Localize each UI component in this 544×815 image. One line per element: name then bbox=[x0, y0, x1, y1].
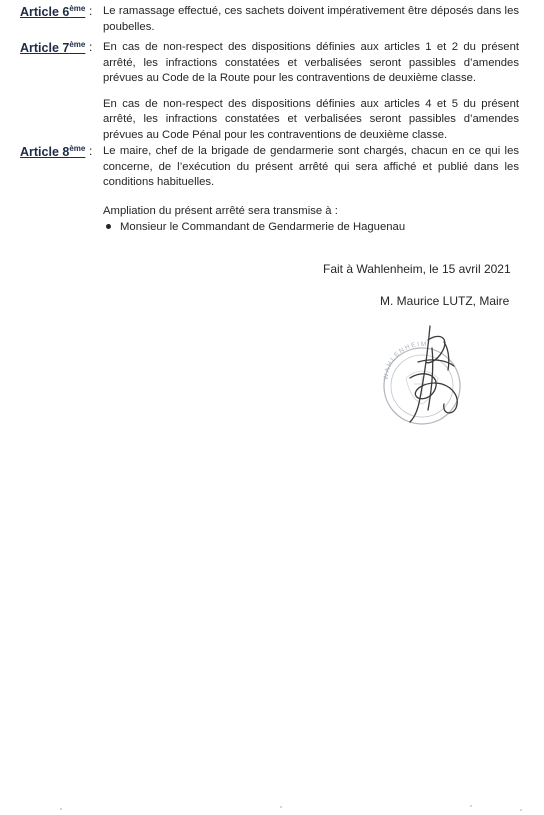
article-6-colon: : bbox=[89, 4, 93, 18]
article-7-colon: : bbox=[89, 40, 93, 54]
place-date: Fait à Wahlenheim, le 15 avril 2021 bbox=[323, 262, 511, 276]
article-8-body bbox=[103, 144, 519, 202]
article-7-paragraph-2: En cas de non-respect des dispositions définies aux articles 4 et 5 du présent arrêté, les infractions constatées et verbalisées seront passibles d’amendes prévues au Code Pénal pour les contraventions de deuxième classe. bbox=[103, 97, 519, 141]
signatory: M. Maurice LUTZ, Maire bbox=[380, 294, 510, 308]
article-6-paragraph-1: Le ramassage effectué, ces sachets doivent impérativement être déposés dans les poubelles. bbox=[103, 5, 519, 33]
article-7 bbox=[20, 40, 525, 140]
ampliation-intro: Ampliation du présent arrêté sera transmise à : bbox=[103, 205, 338, 217]
ampliation-recipient bbox=[103, 220, 405, 236]
article-7-paragraph-1: En cas de non-respect des dispositions définies aux articles 1 et 2 du présent arrêté, les infractions constatées et verbalisées seront passibles d’amendes prévues au Code de la Route pour les contraventions de deuxième classe. bbox=[103, 41, 519, 84]
article-6-label: Article 6ème bbox=[20, 4, 86, 19]
article-8-paragraph-1: Le maire, chef de la brigade de gendarmerie sont chargés, chacun en ce qui les concerne, de l’exécution du présent arrêté qui sera affiché et publié dans les conditions habituelles. bbox=[103, 145, 519, 188]
seal-and-signature bbox=[370, 318, 480, 438]
seal-caption: WAHLENHEIM bbox=[382, 340, 428, 381]
article-7-label: Article 7ème bbox=[20, 40, 86, 55]
article-8-colon: : bbox=[89, 144, 93, 158]
article-7-body bbox=[103, 40, 519, 154]
official-seal-icon bbox=[370, 318, 480, 438]
ampliation-recipient-text: Monsieur le Commandant de Gendarmerie de Haguenau bbox=[120, 221, 406, 233]
article-8-label: Article 8ème bbox=[20, 144, 86, 159]
bullet-icon bbox=[106, 224, 111, 229]
article-8 bbox=[20, 144, 525, 194]
article-6 bbox=[20, 4, 525, 40]
